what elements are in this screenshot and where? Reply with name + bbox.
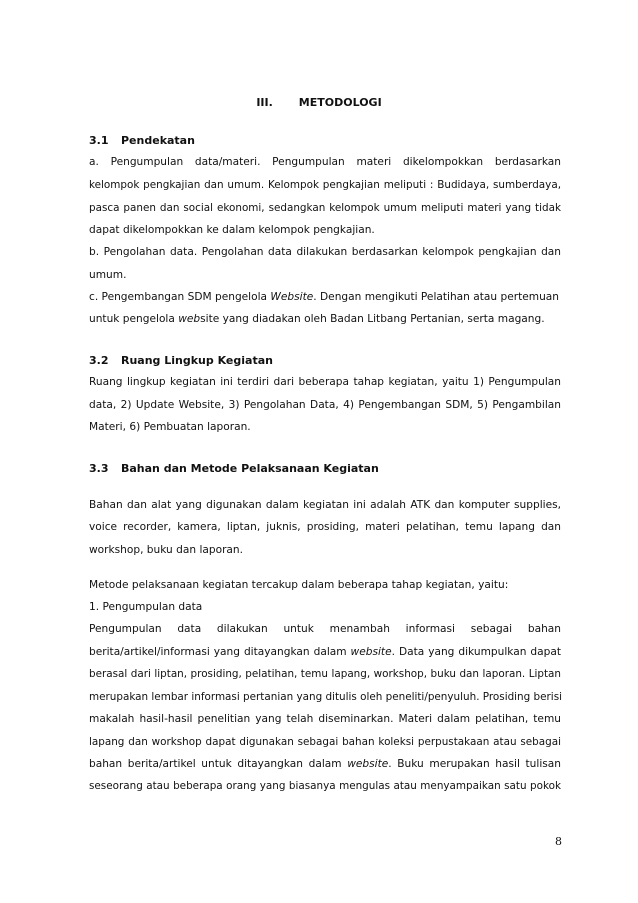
text-line: Pengumpulan data dilakukan untuk menambah informasi sebagai bahan — [89, 623, 561, 635]
text-line — [89, 313, 561, 326]
text-line: seseorang atau beberapa orang yang biasanya mengulas atau menyampaikan satu pokok — [89, 780, 561, 792]
text-span-italic: web — [178, 313, 201, 325]
text-line: Materi, 6) Pembuatan laporan. — [89, 421, 251, 433]
text-line: merupakan lembar informasi pertanian yang ditulis oleh peneliti/penyuluh. Prosiding berisi — [89, 691, 562, 703]
text-line: kelompok pengkajian dan umum. Kelompok pengkajian meliputi : Budidaya, sumberdaya, — [89, 179, 561, 191]
text-span: c. Pengembangan SDM pengelola — [89, 291, 271, 303]
section-title: Bahan dan Metode Pelaksanaan Kegiatan — [121, 462, 379, 475]
section-heading-3-3 — [89, 462, 379, 475]
chapter-title: METODOLOGI — [298, 96, 382, 109]
text-line: Bahan dan alat yang digunakan dalam kegiatan ini adalah ATK dan komputer supplies, — [89, 499, 561, 511]
section-title: Ruang Lingkup Kegiatan — [121, 354, 273, 367]
text-line — [89, 291, 561, 304]
text-span: untuk pengelola — [89, 313, 179, 325]
text-line: umum. — [89, 269, 127, 281]
text-line — [89, 758, 561, 771]
section-number: 3.2 — [89, 354, 109, 367]
text-span-italic: Website — [270, 291, 314, 303]
text-span-italic: website — [350, 646, 392, 658]
section-heading-3-2 — [89, 354, 273, 367]
text-line: b. Pengolahan data. Pengolahan data dilakukan berdasarkan kelompok pengkajian dan — [89, 246, 561, 258]
text-span: . Buku merupakan hasil tulisan — [388, 758, 561, 770]
text-line: data, 2) Update Website, 3) Pengolahan Data, 4) Pengembangan SDM, 5) Pengambilan — [89, 399, 561, 411]
text-line: voice recorder, kamera, liptan, juknis, prosiding, materi pelatihan, temu lapang dan — [89, 521, 561, 533]
text-line: workshop, buku dan laporan. — [89, 544, 244, 556]
text-span: bahan berita/artikel untuk ditayangkan dalam — [89, 758, 348, 770]
text-span: . Data yang dikumpulkan dapat — [391, 646, 561, 658]
chapter-heading — [0, 96, 638, 109]
text-line — [89, 646, 561, 659]
chapter-number: III. — [256, 96, 273, 109]
text-line: a. Pengumpulan data/materi. Pengumpulan materi dikelompokkan berdasarkan — [89, 156, 561, 168]
text-span: . Dengan mengikuti Pelatihan atau pertemuan — [313, 291, 559, 303]
text-line: Ruang lingkup kegiatan ini terdiri dari beberapa tahap kegiatan, yaitu 1) Pengumpulan — [89, 376, 561, 388]
text-line: Metode pelaksanaan kegiatan tercakup dalam beberapa tahap kegiatan, yaitu: — [89, 579, 509, 591]
text-line: 1. Pengumpulan data — [89, 601, 203, 613]
text-line: dapat dikelompokkan ke dalam kelompok pengkajian. — [89, 224, 375, 236]
section-title: Pendekatan — [121, 134, 195, 147]
text-line: makalah hasil-hasil penelitian yang telah diseminarkan. Materi dalam pelatihan, temu — [89, 713, 561, 725]
section-number: 3.3 — [89, 462, 109, 475]
section-number: 3.1 — [89, 134, 109, 147]
section-heading-3-1 — [89, 134, 195, 147]
text-line: berasal dari liptan, prosiding, pelatihan, temu lapang, workshop, buku dan laporan. Liptan — [89, 668, 561, 680]
text-span: site yang diadakan oleh Badan Litbang Pertanian, serta magang. — [200, 313, 545, 325]
text-span: berita/artikel/informasi yang ditayangkan dalam — [89, 646, 351, 658]
page-number: 8 — [555, 835, 562, 848]
text-line: pasca panen dan social ekonomi, sedangkan kelompok umum meliputi materi yang tidak — [89, 202, 561, 214]
text-span-italic: website — [347, 758, 389, 770]
text-line: lapang dan workshop dapat digunakan sebagai bahan koleksi perpustakaan atau sebagai — [89, 736, 561, 748]
